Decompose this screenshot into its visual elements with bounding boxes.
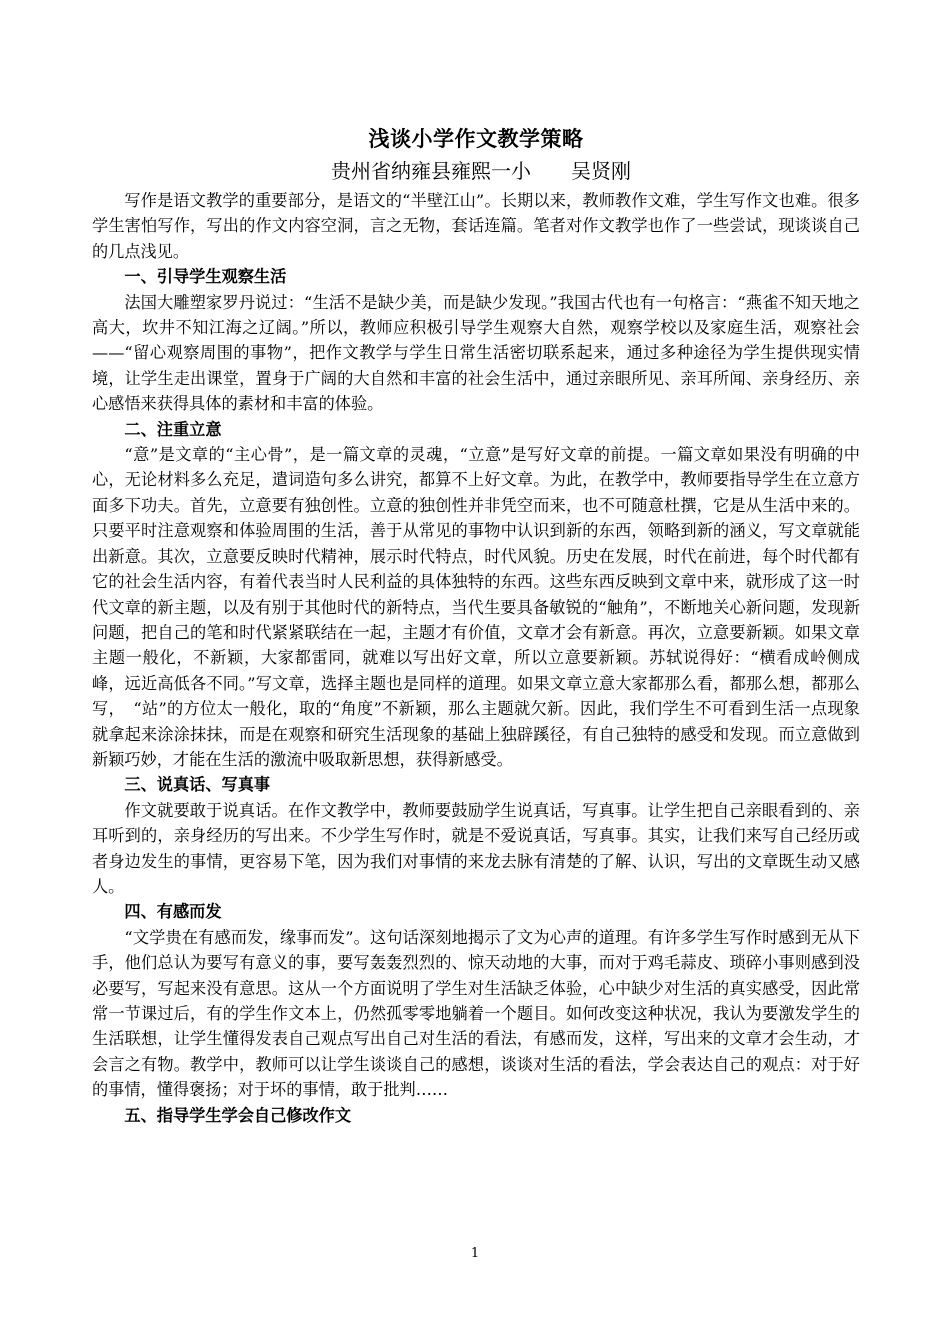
- section-heading-4: 四、有感而发: [124, 902, 222, 922]
- section-heading-2: 二、注重立意: [124, 419, 222, 439]
- section-body-3: 作文就要敢于说真话。在作文教学中，教师要鼓励学生说真话，写真事。让学生把自己亲眼看到的、亲耳听到的，亲身经历的写出来。不少学生写作时，就是不爱说真话，写真事。其实，让我们来写自己经历或者身边发生的事情，更容易下笔，因为我们对事情的来龙去脉有清楚的了解、认识，写出的文章既生动又感人。: [92, 800, 860, 896]
- intro-paragraph: 写作是语文教学的重要部分，是语文的“半壁江山”。长期以来，教师教作文难，学生写作文也难。很多学生害怕写作，写出的作文内容空洞，言之无物，套话连篇。笔者对作文教学也作了一些尝试，现谈谈自己的几点浅见。: [92, 191, 860, 261]
- document-body: [92, 124, 860, 1128]
- section-heading-1: 一、引导学生观察生活: [124, 267, 287, 287]
- section-body-4: “文学贵在有感而发，缘事而发”。这句话深刻地揭示了文为心声的道理。有许多学生写作时感到无从下手，他们总认为要写有意义的事，要写轰轰烈烈的、惊天动地的大事，而对于鸡毛蒜皮、琐碎小事则感到没必要写，写起来没有意思。这从一个方面说明了学生对生活缺乏体验，心中缺少对生活的真实感受，因此常常一节课过后，有的学生作文本上，仍然孤零零地躺着一个题目。如何改变这种状况，我认为要激发学生的生活联想，让学生懂得发表自己观点写出自己对生活的看法，有感而发，这样，写出来的文章才会生动，才会言之有物。教学中，教师可以让学生谈谈自己的感想，谈谈对生活的看法，学会表达自己的观点：对于好的事情，懂得褒扬；对于坏的事情，敢于批判……: [92, 927, 860, 1100]
- author-byline: 贵州省纳雍县雍熙一小 吴贤刚: [331, 159, 631, 183]
- section-heading-3: 三、说真话、写真事: [124, 775, 271, 795]
- section-body-2: “意”是文章的“主心骨”，是一篇文章的灵魂，“立意”是写好文章的前提。一篇文章如果没有明确的中心，无论材料多么充足，遣词造句多么讲究，都算不上好文章。为此，在教学中，教师要指导学生在立意方面多下功夫。首先，立意要有独创性。立意的独创性并非凭空而来，也不可随意杜撰，它是从生活中来的。只要平时注意观察和体验周围的生活，善于从常见的事物中认识到新的东西，领略到新的涵义，写文章就能出新意。其次，立意要反映时代精神，展示时代特点，时代风貌。历史在发展，时代在前进，每个时代都有它的社会生活内容，有着代表当时人民利益的具体独特的东西。这些东西反映到文章中来，就形成了这一时代文章的新主题，以及有别于其他时代的新特点，当代生要具备敏锐的“触角”，不断地关心新问题，发现新问题，把自己的笔和时代紧紧联结在一起，主题才有价值，文章才会有新意。再次，立意要新颖。如果文章主题一般化，不新颖，大家都雷同，就难以写出好文章，所以立意要新颖。苏轼说得好：“横看成岭侧成峰，远近高低各不同。”写文章，选择主题也是同样的道理。如果文章立意大家都那么看，都那么想，都那么写， “站”的方位太一般化，取的“角度”不新颖，那么主题就欠新。因此，我们学生不可看到生活一点现象就拿起来涂涂抹抹，而是在观察和研究生活现象的基础上独辟蹊径，有自己独特的感受和发现。而立意做到新颖巧妙，才能在生活的激流中吸取新思想，获得新感受。: [92, 445, 860, 769]
- document-title: 浅谈小学作文教学策略: [368, 127, 584, 151]
- section-body-1: 法国大雕塑家罗丹说过：“生活不是缺少美，而是缺少发现。”我国古代也有一句格言：“燕雀不知天地之高大，坎井不知江海之辽阔。”所以，教师应积极引导学生观察大自然，观察学校以及家庭生活，观察社会——“留心观察周围的事物”，把作文教学与学生日常生活密切联系起来，通过多种途径为学生提供现实情境，让学生走出课堂，置身于广阔的大自然和丰富的社会生活中，通过亲眼所见、亲耳所闻、亲身经历、亲心感悟来获得具体的素材和丰富的体验。: [92, 292, 860, 414]
- section-heading-5: 五、指导学生学会自己修改作文: [124, 1105, 352, 1125]
- page-number: 1: [470, 1246, 480, 1261]
